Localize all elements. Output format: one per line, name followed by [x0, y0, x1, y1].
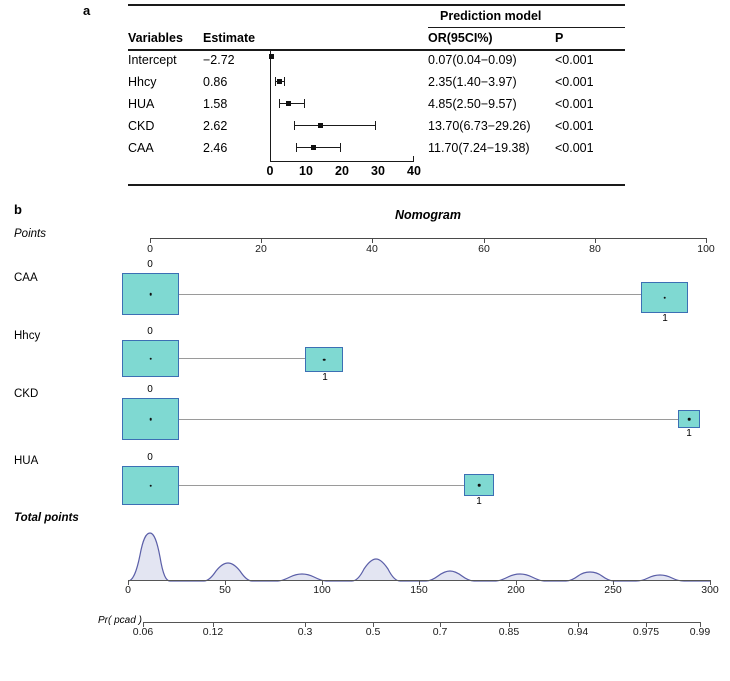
prob-axis-label: 0.94: [567, 626, 589, 638]
prob-axis-label: 0.85: [498, 626, 520, 638]
forest-zero-line: [270, 49, 271, 161]
total-points-axis-label: 200: [507, 584, 525, 596]
nomogram-box-ckd-1: [678, 410, 700, 428]
table-row: CAA: [128, 141, 154, 155]
points-axis-label: 60: [478, 243, 490, 255]
nomogram-box-hhcy-1: [305, 347, 343, 372]
prob-axis-label: 0.975: [632, 626, 660, 638]
forest-point: [311, 145, 316, 150]
total-points-axis-label: 0: [125, 584, 131, 596]
forest-tick-label: 40: [407, 164, 421, 178]
table-row: 4.85(2.50−9.57): [428, 97, 517, 111]
nomogram-connector: [150, 419, 690, 420]
box-dot: [688, 418, 691, 421]
forest-tick-label: 0: [266, 164, 274, 178]
nomogram-box-label: 1: [322, 372, 328, 383]
total-points-axis-label: 300: [701, 584, 719, 596]
forest-ci-cap: [294, 121, 295, 130]
nomogram-box-caa-1: [641, 282, 688, 313]
nomogram-box-label: 1: [686, 428, 692, 439]
group-header: Prediction model: [440, 9, 542, 23]
prob-axis-label: 0.99: [689, 626, 711, 638]
prob-axis-line: [143, 622, 700, 623]
forest-axis-right-cap: [413, 156, 414, 162]
total-points-axis-label: 250: [604, 584, 622, 596]
nomogram-title: Nomogram: [395, 208, 461, 222]
col-header-estimate: Estimate: [203, 31, 256, 45]
nomogram-box-label: 0: [147, 452, 153, 463]
col-header-p: P: [555, 31, 564, 45]
forest-point: [269, 54, 274, 59]
nomogram-row-label-ckd: CKD: [14, 388, 39, 400]
table-row: 0.86: [203, 75, 228, 89]
prob-axis-label: 0.5: [365, 626, 381, 638]
box-dot: [149, 293, 152, 296]
forest-ci-cap: [279, 99, 280, 108]
nomogram-box-label: 0: [147, 326, 153, 337]
table-row: <0.001: [555, 53, 594, 67]
forest-tick-label: 10: [299, 164, 313, 178]
nomogram-row-label-caa: CAA: [14, 272, 38, 284]
table-row: HUA: [128, 97, 155, 111]
table-row: 13.70(6.73−29.26): [428, 119, 531, 133]
nomogram-box-label: 1: [476, 496, 482, 507]
nomogram-box-label: 1: [662, 313, 668, 324]
forest-ci-cap: [340, 143, 341, 152]
total-points-row-label: Total points: [14, 512, 79, 524]
points-axis-label: 40: [366, 243, 378, 255]
box-dot: [323, 358, 326, 361]
nomogram-box-label: 0: [147, 384, 153, 395]
nomogram-box-hhcy-0: [122, 340, 179, 377]
forest-point: [286, 101, 291, 106]
table-row: <0.001: [555, 97, 594, 111]
table-row: 11.70(7.24−19.38): [428, 141, 530, 155]
forest-ci-cap: [375, 121, 376, 130]
prob-axis-label: 0.3: [297, 626, 313, 638]
table-row: Hhcy: [128, 75, 157, 89]
points-axis-label: 0: [147, 243, 153, 255]
table-row: 2.62: [203, 119, 228, 133]
nomogram-row-label-hua: HUA: [14, 455, 39, 467]
panel-label-a: a: [83, 3, 91, 18]
table-row: 2.46: [203, 141, 228, 155]
box-dot: [149, 357, 152, 360]
prob-axis-label: 0.12: [202, 626, 224, 638]
forest-axis-left-cap: [270, 156, 271, 162]
box-dot: [663, 296, 666, 299]
col-header-or: OR(95CI%): [428, 31, 493, 45]
panel-label-b: b: [14, 202, 22, 217]
nomogram-box-hua-1: [464, 474, 494, 496]
total-points-axis-label: 50: [219, 584, 231, 596]
total-points-axis-label: 150: [410, 584, 428, 596]
forest-axis-line: [270, 161, 414, 162]
table-row: 0.07(0.04−0.09): [428, 53, 517, 67]
points-axis-label: 80: [589, 243, 601, 255]
table-top-rule: [128, 4, 625, 6]
nomogram-connector: [150, 485, 465, 486]
forest-ci-line: [296, 147, 340, 148]
total-points-density-curve: [120, 525, 720, 585]
table-row: −2.72: [203, 53, 235, 67]
table-row: CKD: [128, 119, 155, 133]
nomogram-row-label-hhcy: Hhcy: [14, 330, 41, 342]
table-row: 1.58: [203, 97, 228, 111]
box-dot: [149, 484, 152, 487]
total-points-axis-label: 100: [313, 584, 331, 596]
forest-ci-cap: [304, 99, 305, 108]
nomogram-box-ckd-0: [122, 398, 179, 440]
prob-axis-label: 0.7: [432, 626, 448, 638]
points-axis-line: [150, 238, 707, 239]
points-row-label: Points: [14, 228, 46, 240]
table-row: 2.35(1.40−3.97): [428, 75, 517, 89]
table-row: <0.001: [555, 119, 594, 133]
forest-ci-line: [294, 125, 375, 126]
nomogram-box-hua-0: [122, 466, 179, 505]
prob-axis-label: 0.06: [132, 626, 154, 638]
nomogram-connector: [150, 294, 668, 295]
box-dot: [149, 418, 152, 421]
table-row: Intercept: [128, 53, 177, 67]
col-header-variables: Variables: [128, 31, 183, 45]
forest-ci-cap: [296, 143, 297, 152]
forest-point: [318, 123, 323, 128]
table-row: <0.001: [555, 75, 594, 89]
box-dot: [478, 484, 481, 487]
forest-tick-label: 20: [335, 164, 349, 178]
header-bottom-rule: [128, 49, 625, 51]
group-header-rule: [428, 27, 625, 28]
prob-row-label: Pr( pcad ): [98, 615, 142, 626]
table-row: <0.001: [555, 141, 594, 155]
forest-ci-cap: [284, 77, 285, 86]
nomogram-box-label: 0: [147, 259, 153, 270]
forest-ci-line: [279, 103, 304, 104]
forest-tick-label: 30: [371, 164, 385, 178]
forest-point: [277, 79, 282, 84]
points-axis-label: 20: [255, 243, 267, 255]
table-bottom-rule: [128, 184, 625, 186]
nomogram-box-caa-0: [122, 273, 179, 315]
points-axis-label: 100: [697, 243, 715, 255]
